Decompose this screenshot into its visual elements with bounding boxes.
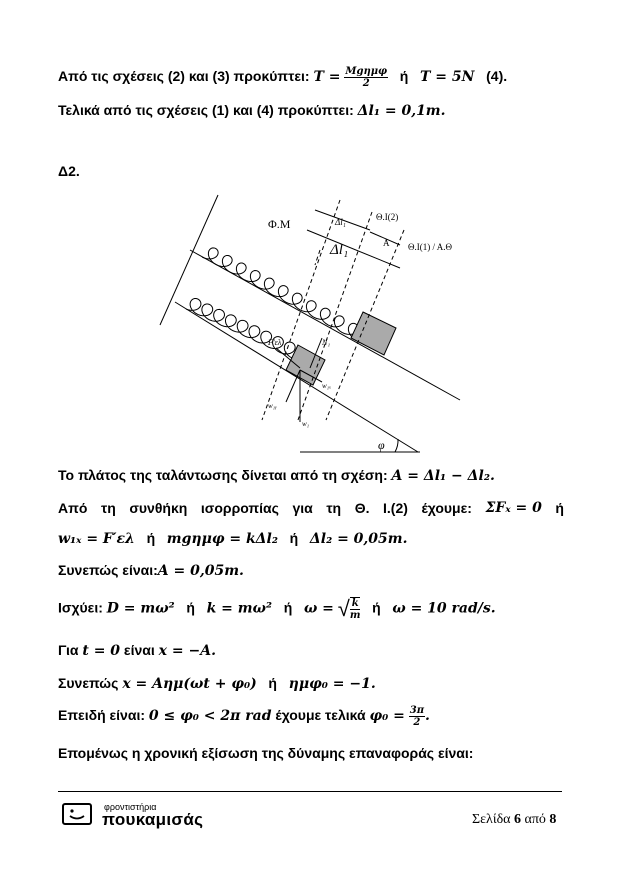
dl1-big-arrow [307,230,400,268]
line-1-eq2: T = 5N [420,69,475,86]
line-4-word: ισορροπίας [200,500,279,516]
line-5-eq2: mgημφ = kΔl₂ [166,531,278,547]
line-10-frac-num: 3π [409,705,425,716]
line-4-word: Ι.(2) [383,500,408,516]
line-8-eq2: x = −A. [158,643,216,659]
line-1-eq-lhs: T = [313,69,341,86]
line-1-frac-den: 2 [362,78,370,89]
page-prefix: Σελίδα [472,812,515,827]
line-10-dot: . [425,708,430,725]
line-10-eq1: 0 ≤ φ₀ < 2π rad [148,708,272,725]
page-total: 8 [549,812,557,827]
label-w1x: w₁ₓ [322,382,332,390]
line-7-or3: ή [372,599,381,616]
line-3-eq: A = Δl₁ − Δl₂. [391,468,495,484]
line-6-eq: A = 0,05m. [157,563,244,579]
line-1-frac-num: Mgημφ [345,66,388,77]
label-amplitude: A [383,238,390,248]
label-th1: Θ.Ι(1) / Α.Θ [408,242,452,252]
label-phm: Φ.Μ [268,217,291,231]
line-7-or2: ή [283,599,293,616]
line-4-or: ή [555,500,564,516]
page-current: 6 [514,812,522,827]
line-8-eq1: t = 0 [82,643,121,659]
line-9-eq2: ημφ₀ = −1. [288,676,376,692]
line-2-eq: Δl₁ = 0,1m. [357,103,446,119]
text-line-9 [58,675,376,692]
line-2-text: Τελικά από τις σχέσεις (1) και (4) προκύπτει: [58,102,358,118]
line-7-eq3-lhs: ω = [303,600,334,617]
logo-name: πουκαμισάς [102,810,204,829]
line-10-fraction [409,705,425,728]
line-8-text2: είναι [120,642,159,658]
page-number [472,812,556,828]
line-1-text: Από τις σχέσεις (2) και (3) προκύπτει: [58,68,314,85]
text-line-6 [58,562,244,579]
line-8-text1: Για [58,642,83,658]
line-7-eq2: k = mω² [206,600,273,617]
line-4-word: συνθήκη [129,500,188,516]
lower-block [286,345,325,385]
line-7-eq4: ω = 10 rad/s. [392,600,496,617]
text-line-7 [58,596,496,622]
line-10-text1: Επειδή είναι: [58,707,149,724]
line-9-eq1: x = Aημ(ωt + φ₀) [122,676,257,692]
line-10-text2: έχουμε τελικά [271,707,370,724]
line-4-word: Θ. [354,500,370,516]
angle-label: φ [378,438,385,452]
line-4-word: έχουμε: [421,500,472,516]
footer-divider [58,791,562,792]
text-line-8 [58,642,216,659]
section-heading: Δ2. [58,163,80,179]
line-4-word: τη [100,500,116,516]
text-line-3 [58,467,495,484]
line-5-eq3: Δl₂ = 0,05m. [309,531,408,547]
line-1-ref: (4). [486,68,508,85]
line-7-or1: ή [186,599,195,616]
sqrt-expression [338,596,361,622]
label-th2: Θ.Ι(2) [376,212,399,222]
line-7-text: Ισχύει: [58,599,107,616]
line-7-eq1: D = mω² [106,600,175,617]
lower-spring [186,299,295,358]
logo-subtitle: φροντιστήρια [104,802,157,812]
line-6-text: Συνεπώς είναι: [58,562,158,578]
label-dl1-small: Δl₁ [335,217,346,227]
sqrt-fraction [350,597,361,621]
text-line-1 [58,66,507,89]
line-9-text: Συνεπώς [58,675,123,691]
line-4-eq: ΣFₓ = 0 [485,500,542,516]
line-4-word: τη [326,500,342,516]
line-1-fraction [344,66,388,89]
label-w1y: w₁ᵧ [268,402,277,410]
line-10-eq2-lhs: φ₀ = [369,708,405,725]
label-n1: N₁ [322,338,331,347]
text-line-10 [58,705,430,728]
text-line-2 [58,102,446,119]
page-mid: από [521,812,550,827]
label-fel: F′ελ [268,338,282,347]
text-line-4 [58,500,564,516]
upper-block [351,312,396,355]
line-5-or1: ή [146,530,156,546]
line-9-or: ή [268,675,277,691]
line-5-eq1: w₁ₓ = F′ελ [58,531,135,547]
label-dl1-big: Δl₁ [330,242,349,258]
label-w1: w₁ [302,420,310,428]
line-5-or2: ή [289,530,299,546]
sqrt-sign: √ [337,596,350,621]
line-4-word: Από [58,500,88,516]
text-line-11: Επομένως η χρονική εξίσωση της δύναμης επαναφοράς είναι: [58,745,474,761]
line-3-text: Το πλάτος της ταλάντωσης δίνεται από τη σχέση: [58,467,392,483]
line-10-frac-den: 2 [413,717,421,728]
sqrt-num: k [351,598,359,609]
line-4-word: για [292,500,313,516]
line-1-or: ή [399,68,409,85]
physics-diagram [150,190,470,455]
text-line-5 [58,530,407,547]
sqrt-den: m [349,610,361,621]
smile-logo-icon [62,803,92,825]
